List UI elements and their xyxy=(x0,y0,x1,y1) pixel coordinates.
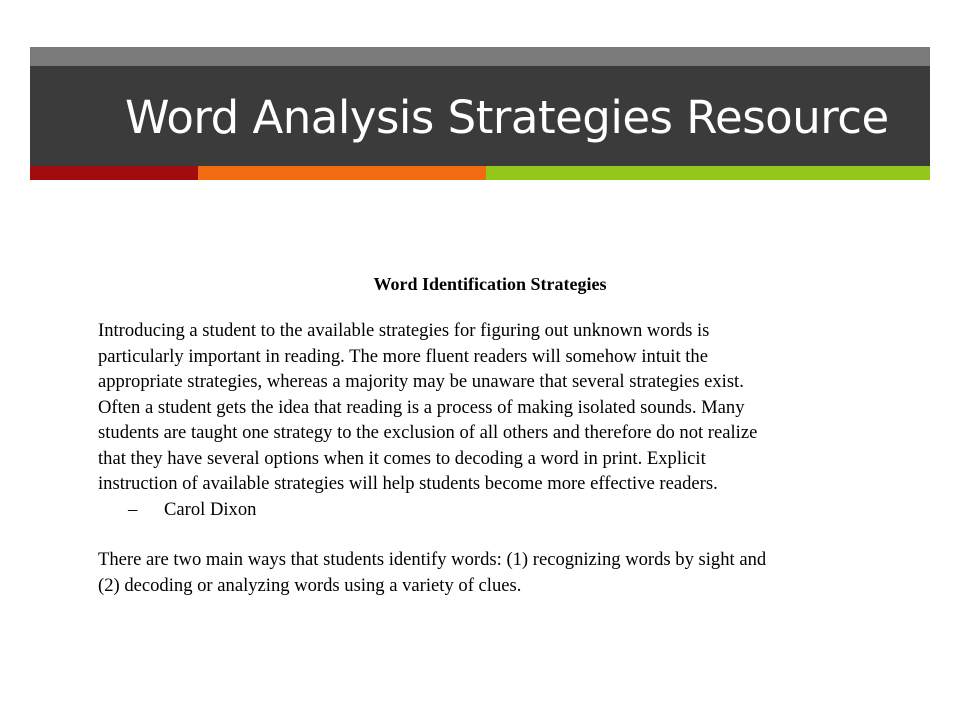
accent-bar-orange xyxy=(198,166,486,180)
paragraph-line: Often a student gets the idea that reading is a process of making isolated sounds. Many xyxy=(98,396,745,418)
paragraph-line: that they have several options when it comes to decoding a word in print. Explicit xyxy=(98,447,706,469)
paragraph-line: appropriate strategies, whereas a majority may be unaware that several strategies exist. xyxy=(98,371,744,392)
spacer xyxy=(98,522,898,547)
accent-bar-green xyxy=(486,166,930,180)
document-heading: Word Identification Strategies xyxy=(373,274,607,294)
document-image xyxy=(98,272,898,598)
paragraph-1 xyxy=(98,318,898,497)
slide-title: Word Analysis Strategies Resource xyxy=(125,91,889,144)
paragraph-line: There are two main ways that students identify words: (1) recognizing words by sight and xyxy=(98,549,767,570)
attribution-dash: – xyxy=(128,498,138,520)
paragraph-line: students are taught one strategy to the exclusion of all others and therefore do not realize xyxy=(98,422,758,443)
paragraph-2 xyxy=(98,547,898,598)
attribution xyxy=(98,497,898,523)
paragraph-line: instruction of available strategies will help students become more effective readers. xyxy=(98,473,718,494)
accent-bar-red xyxy=(30,166,198,180)
paragraph-line: Introducing a student to the available strategies for figuring out unknown words is xyxy=(98,320,710,341)
title-bar xyxy=(30,66,930,166)
paragraph-line: (2) decoding or analyzing words using a variety of clues. xyxy=(98,574,522,596)
title-bar-top-strip xyxy=(30,47,930,66)
paragraph-line: particularly important in reading. The more fluent readers will somehow intuit the xyxy=(98,345,708,367)
attribution-name: Carol Dixon xyxy=(164,498,257,520)
